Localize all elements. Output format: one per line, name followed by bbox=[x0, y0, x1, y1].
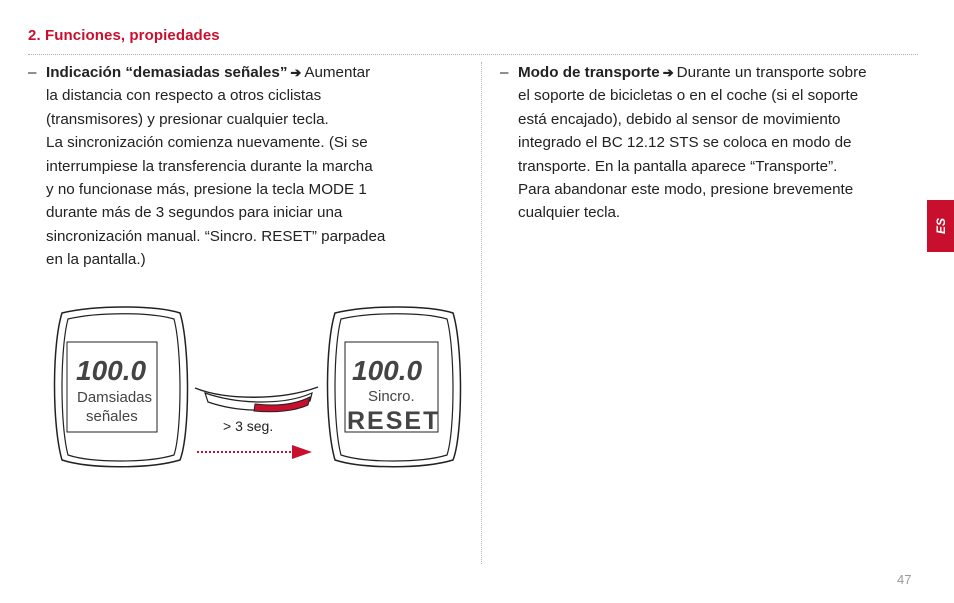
text-line: La sincronización comienza nuevamente. (Si se bbox=[46, 134, 368, 152]
text-line: sincronización manual. “Sincro. RESET” parpadea bbox=[46, 227, 386, 245]
text-line: cualquier tecla. bbox=[518, 204, 621, 222]
text-line: en la pantalla.) bbox=[46, 251, 146, 269]
text-line: Durante un transporte sobre bbox=[676, 64, 867, 81]
bullet-dash: – bbox=[28, 64, 37, 81]
language-tab bbox=[927, 200, 954, 252]
text-line: (transmisores) y presionar cualquier tecla. bbox=[46, 110, 329, 128]
text-line: y no funcionase más, presione la tecla MODE 1 bbox=[46, 181, 367, 199]
lcd-line1: Damsiadas bbox=[77, 389, 153, 406]
text-line: la distancia con respecto a otros ciclistas bbox=[46, 87, 322, 105]
lcd-background-digits: 100.0 bbox=[76, 355, 147, 386]
language-tab-label: ES bbox=[933, 217, 948, 235]
column-divider bbox=[481, 62, 482, 564]
left-column-text bbox=[28, 61, 446, 272]
button-press-icon bbox=[195, 387, 318, 412]
right-column-text bbox=[500, 61, 923, 225]
arrow-right-icon: ➔ bbox=[662, 65, 674, 80]
term-demasiadas-senales: Indicación “demasiadas señales” bbox=[46, 64, 288, 81]
arrow-right-icon bbox=[197, 445, 312, 459]
bike-computer-icon bbox=[328, 307, 461, 467]
section-title: 2. Funciones, propiedades bbox=[28, 27, 220, 44]
page-number: 47 bbox=[897, 572, 912, 587]
text-line: Aumentar bbox=[304, 64, 371, 81]
bike-computer-icon bbox=[55, 307, 188, 467]
text-line: durante más de 3 segundos para iniciar una bbox=[46, 204, 343, 222]
header-divider bbox=[28, 54, 918, 55]
text-line: transporte. En la pantalla aparece “Transporte”. bbox=[518, 157, 838, 175]
lcd-line2: RESET bbox=[347, 407, 441, 435]
press-duration-label: > 3 seg. bbox=[223, 418, 274, 434]
lcd-background-digits: 100.0 bbox=[352, 355, 423, 386]
text-line: Para abandonar este modo, presione brevemente bbox=[518, 181, 854, 199]
text-line: interrumpiese la transferencia durante la marcha bbox=[46, 157, 373, 175]
text-line: integrado el BC 12.12 STS se coloca en modo de bbox=[518, 134, 852, 152]
term-modo-transporte: Modo de transporte bbox=[518, 64, 660, 81]
arrow-right-icon: ➔ bbox=[290, 65, 302, 80]
text-line: está encajado), debido al sensor de movimiento bbox=[518, 110, 841, 128]
text-line: el soporte de bicicletas o en el coche (si el soporte bbox=[518, 87, 859, 105]
device-illustration bbox=[40, 305, 470, 475]
lcd-line1: Sincro. bbox=[368, 388, 415, 405]
lcd-line2: señales bbox=[86, 408, 138, 425]
bullet-dash: – bbox=[500, 64, 509, 81]
